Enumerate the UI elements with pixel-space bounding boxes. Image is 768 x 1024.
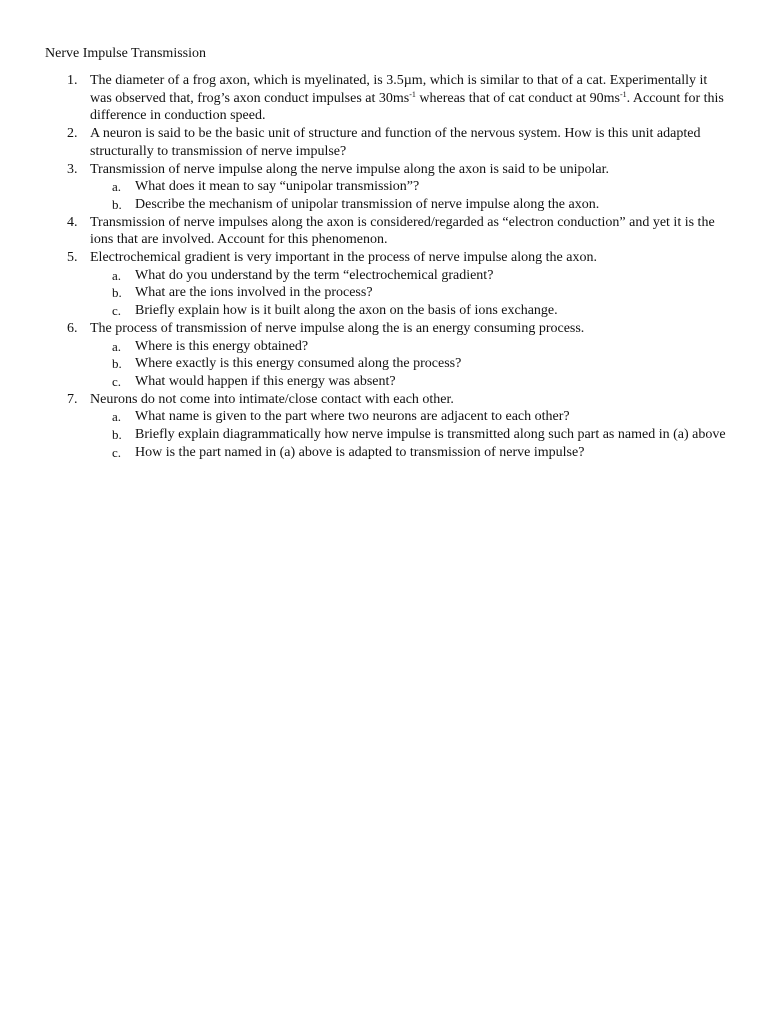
sub-question-text: How is the part named in (a) above is adapted to transmission of nerve impulse?	[135, 444, 585, 460]
question-7	[0, 391, 768, 462]
question-text: A neuron is said to be the basic unit of structure and function of the nervous system. How is this unit adapted structurally to transmission of nerve impulse?	[90, 126, 701, 159]
superscript: -1	[619, 89, 627, 99]
sub-question-7c	[90, 444, 724, 462]
document-title: Nerve Impulse Transmission	[45, 46, 206, 61]
sub-question-text: Where is this energy obtained?	[135, 338, 309, 354]
sub-question-text: What would happen if this energy was absent?	[135, 373, 396, 389]
question-text: The diameter of a frog axon, which is myelinated, is 3.5µm, which is similar to that of a cat. Experimentally it was observed that, frog’s axon conduct impulses at $30ms^{-1}$ whereas that of cat conduct at $90ms^{-1}$. Account for this difference in conduction speed.	[90, 73, 724, 124]
question-4	[0, 214, 768, 249]
sub-question-5a	[90, 267, 724, 285]
sub-question-list	[90, 178, 724, 213]
sub-question-list	[90, 267, 724, 320]
question-list	[0, 72, 768, 461]
sub-question-text: What are the ions involved in the process?	[135, 285, 373, 301]
question-text: Neurons do not come into intimate/close contact with each other.	[90, 391, 454, 407]
sub-question-3b	[90, 196, 724, 214]
question-text: The process of transmission of nerve impulse along the is an energy consuming process.	[90, 320, 585, 336]
sub-question-letter: b.	[112, 427, 122, 443]
sub-question-letter: b.	[112, 285, 122, 301]
sub-question-letter: c.	[112, 373, 122, 389]
sub-question-7b	[90, 426, 724, 444]
question-number: 7.	[67, 391, 78, 407]
sub-question-5b	[90, 284, 724, 302]
sub-question-letter: c.	[112, 444, 122, 460]
superscript: -1	[409, 89, 416, 99]
sub-question-text: Describe the mechanism of unipolar transmission of nerve impulse along the axon.	[135, 196, 600, 212]
sub-question-text: Briefly explain diagrammatically how nerve impulse is transmitted along such part as named in (a) above	[135, 427, 726, 443]
question-3	[0, 161, 768, 214]
question-1	[0, 72, 768, 125]
sub-question-6b	[90, 355, 724, 373]
sub-question-letter: b.	[112, 356, 122, 372]
sub-question-text: What does it mean to say “unipolar transmission”?	[135, 179, 420, 195]
question-6	[0, 320, 768, 391]
question-number: 3.	[67, 161, 78, 177]
question-text: Transmission of nerve impulses along the axon is considered/regarded as “electron conduction” and yet it is the ions that are involved. Account for this phenomenon.	[90, 214, 715, 248]
sub-question-7a	[90, 408, 724, 426]
sub-question-text: What do you understand by the term “electrochemical gradient?	[135, 267, 494, 283]
sub-question-letter: b.	[112, 196, 122, 212]
sub-question-letter: c.	[112, 303, 122, 319]
question-number: 2.	[67, 126, 78, 142]
sub-question-list	[90, 338, 724, 391]
question-text: Transmission of nerve impulse along the nerve impulse along the axon is said to be unipolar.	[90, 161, 609, 177]
question-5	[0, 249, 768, 320]
sub-question-letter: a.	[112, 338, 122, 354]
sub-question-letter: a.	[112, 267, 122, 283]
sub-question-text: What name is given to the part where two neurons are adjacent to each other?	[135, 409, 570, 425]
sub-question-text: Briefly explain how is it built along the axon on the basis of ions exchange.	[135, 303, 558, 319]
question-number: 1.	[67, 73, 78, 88]
sub-question-3a	[90, 178, 724, 196]
sub-question-text: Where exactly is this energy consumed along the process?	[135, 356, 462, 372]
sub-question-letter: a.	[112, 179, 122, 195]
sub-question-6c	[90, 373, 724, 391]
question-number: 5.	[67, 250, 78, 266]
question-number: 4.	[67, 214, 78, 230]
question-2	[0, 125, 768, 160]
question-number: 6.	[67, 320, 78, 336]
sub-question-letter: a.	[112, 409, 122, 425]
sub-question-list	[90, 408, 724, 461]
sub-question-5c	[90, 302, 724, 320]
sub-question-6a	[90, 338, 724, 356]
question-text: Electrochemical gradient is very important in the process of nerve impulse along the axon.	[90, 250, 597, 266]
